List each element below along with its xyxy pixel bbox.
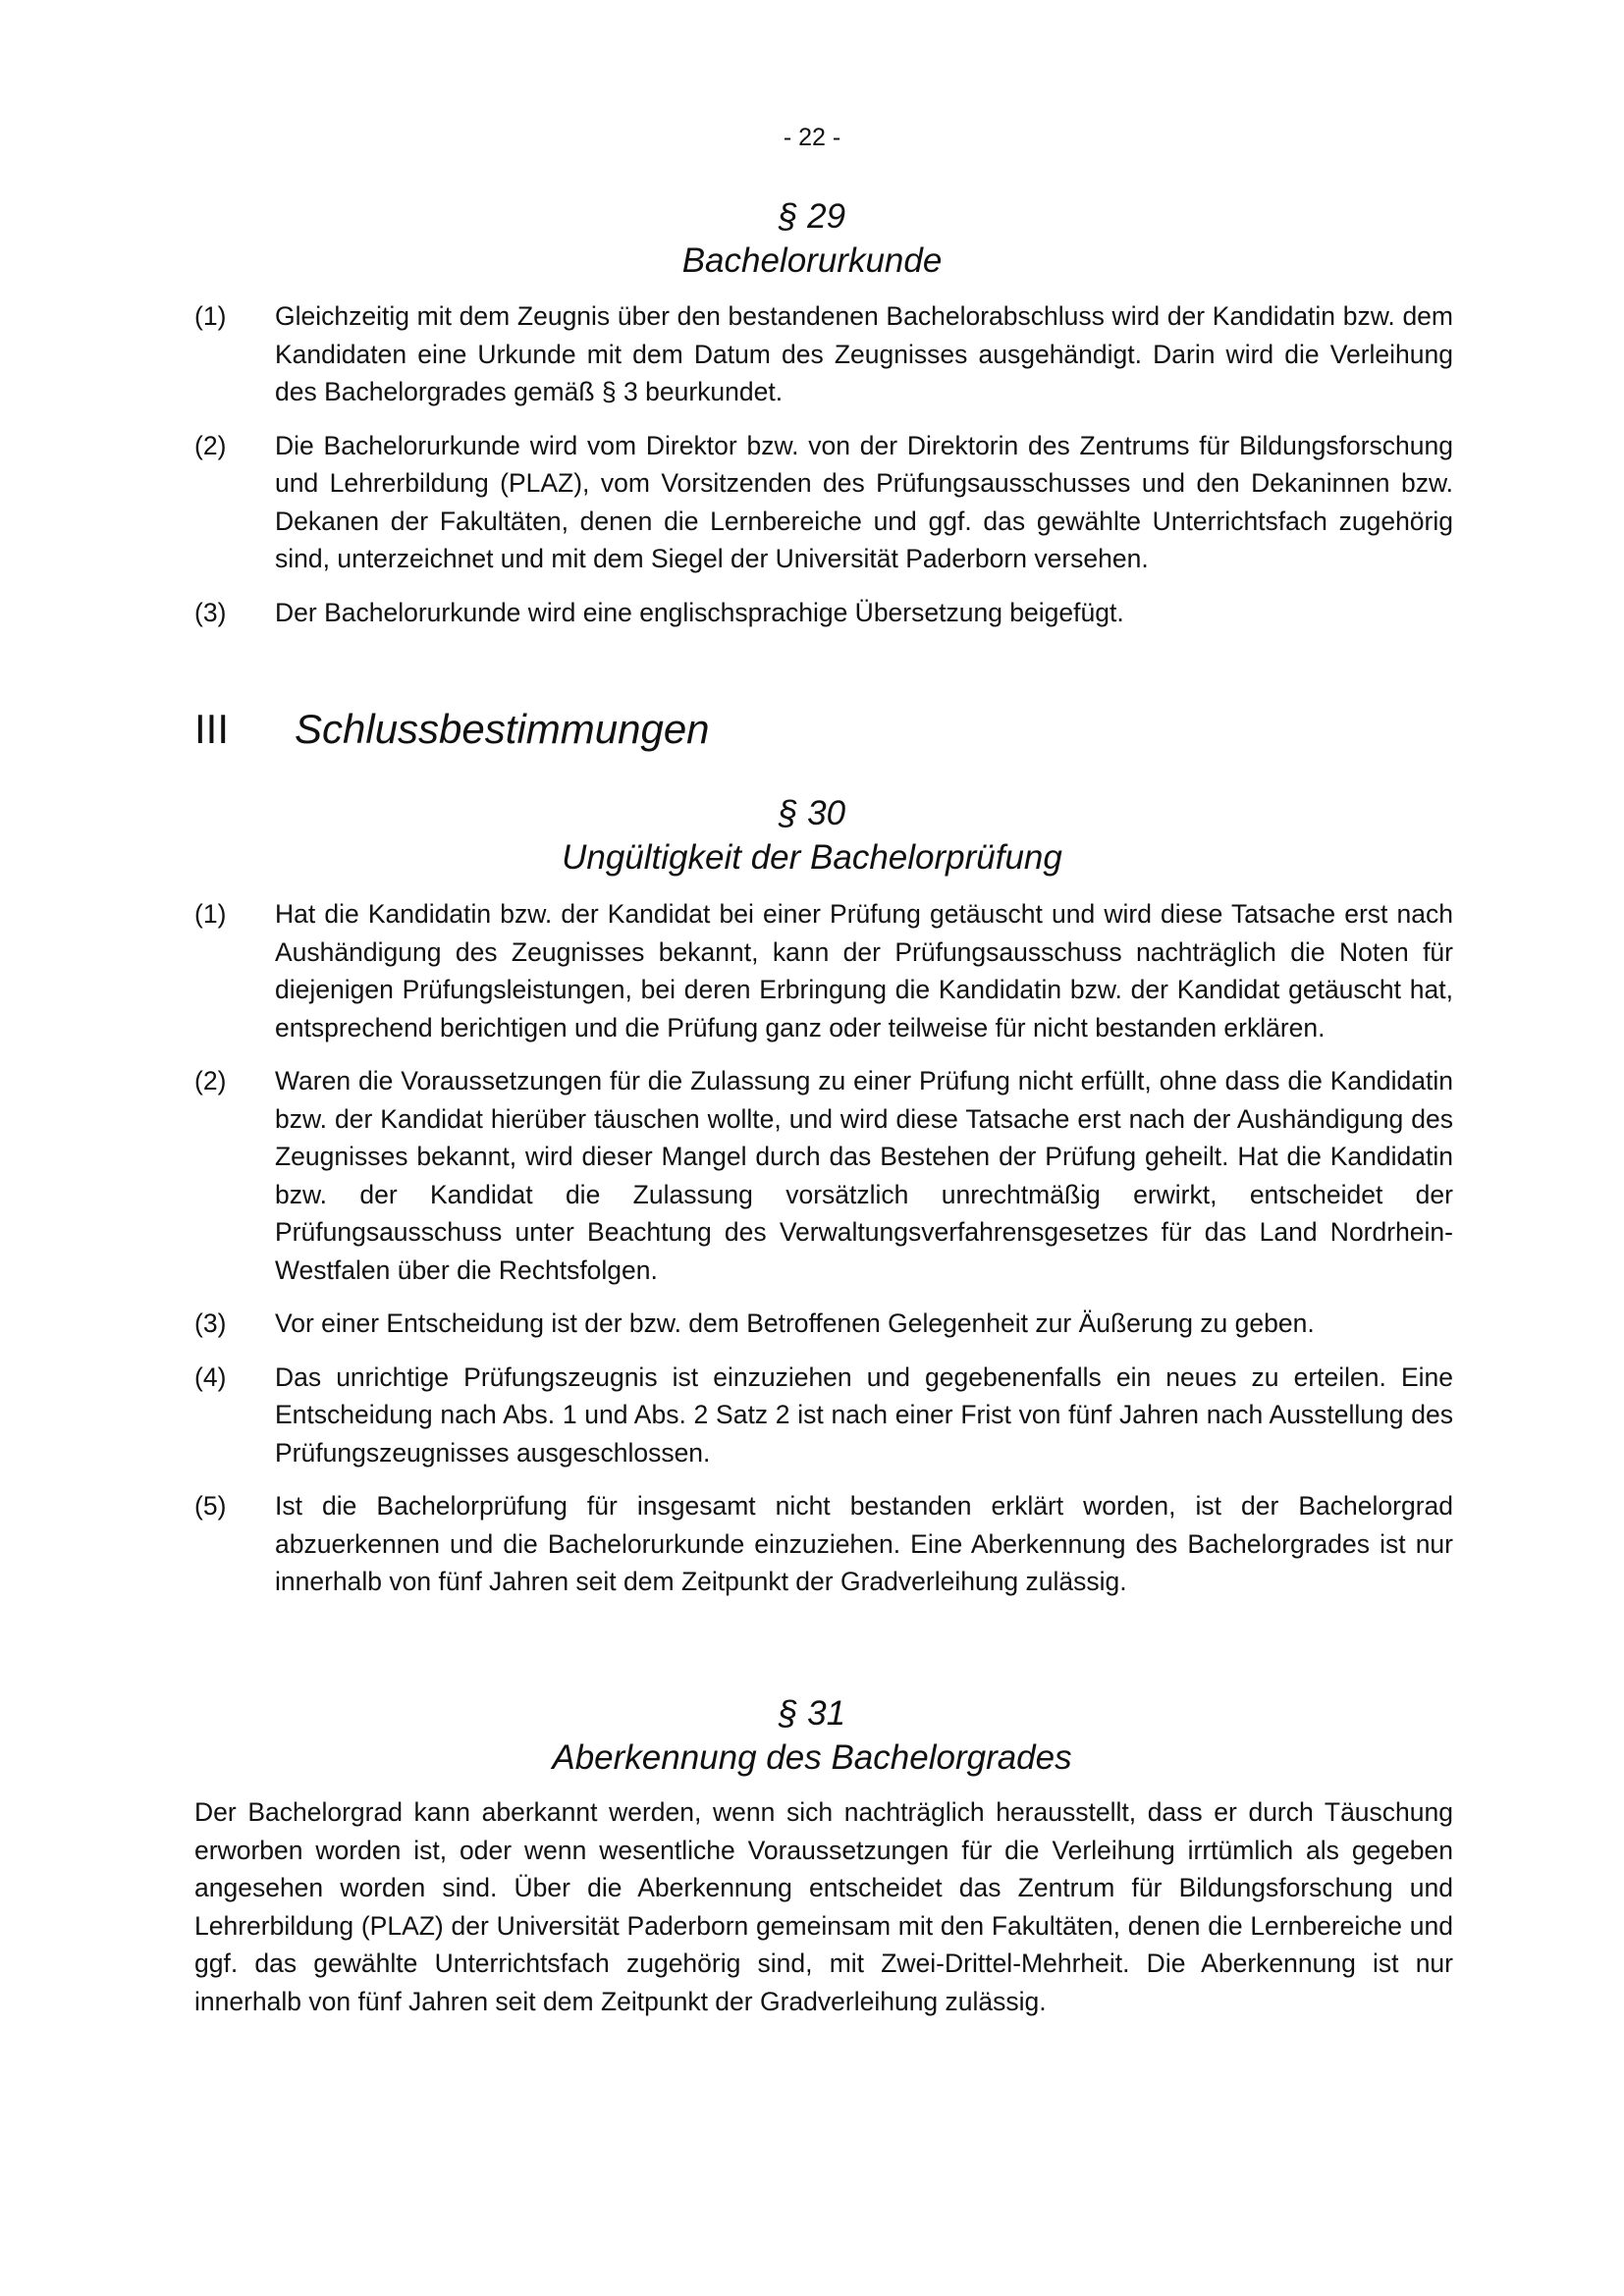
section-29-item-1 (194, 297, 1453, 411)
item-text: Gleichzeitig mit dem Zeugnis über den bestandenen Bachelorabschluss wird der Kandidatin bzw. dem Kandidaten eine Urkunde mit dem Datum des Zeugnisses ausgehändigt. Darin wird die Verleihung des Bachelorgrades gemäß § 3 beurkundet. (275, 301, 1453, 406)
section-29-item-2 (194, 427, 1453, 578)
item-number: (1) (194, 899, 227, 929)
section-30-items (194, 895, 1453, 1617)
item-number: (2) (194, 1066, 227, 1095)
item-number: (1) (194, 301, 227, 331)
item-text: Das unrichtige Prüfungszeugnis ist einzuziehen und gegebenenfalls ein neues zu erteilen. Eine Entscheidung nach Abs. 1 und Abs. 2 Satz 2 ist nach einer Frist von fünf Jahren nach Ausstellung des Prüfungszeugnisses ausgeschlossen. (275, 1362, 1453, 1468)
section-30-item-4 (194, 1359, 1453, 1472)
section-31-heading (0, 1691, 1624, 1780)
section-29-heading (0, 194, 1624, 283)
part-3-heading (194, 702, 710, 757)
item-text: Hat die Kandidatin bzw. der Kandidat bei einer Prüfung getäuscht und wird diese Tatsache erst nach Aushändigung des Zeugnisses bekannt, kann der Prüfungsausschuss nachträglich die Noten für diejenigen Prüfungsleistungen, bei deren Erbringung die Kandidatin bzw. der Kandidat getäuscht hat, entsprechend berichtigen und die Prüfung ganz oder teilweise für nicht bestanden erklären. (275, 899, 1453, 1042)
section-30-item-1 (194, 895, 1453, 1046)
item-text: Die Bachelorurkunde wird vom Direktor bzw. von der Direktorin des Zentrums für Bildungsforschung und Lehrerbildung (PLAZ), vom Vorsitzenden des Prüfungsausschusses und den Dekaninnen bzw. Dekanen der Fakultäten, denen die Lernbereiche und ggf. das gewählte Unterrichtsfach zugehörig sind, unterzeichnet und mit dem Siegel der Universität Paderborn versehen. (275, 430, 1453, 573)
item-text: Der Bachelorurkunde wird eine englischsprachige Übersetzung beigefügt. (275, 597, 1124, 627)
section-30-item-3 (194, 1305, 1453, 1343)
section-30-item-5 (194, 1487, 1453, 1601)
item-number: (2) (194, 430, 227, 460)
part-3-roman: III (194, 706, 230, 752)
item-text: Waren die Voraussetzungen für die Zulassung zu einer Prüfung nicht erfüllt, ohne dass die Kandidatin bzw. der Kandidat hierüber täuschen wollte, und wird diese Tatsache erst nach der Aushändigung des Zeugnisses bekannt, wird dieser Mangel durch das Bestehen der Prüfung geheilt. Hat die Kandidatin bzw. der Kandidat die Zulassung vorsätzlich unrechtmäßig erwirkt, entscheidet der Prüfungsausschuss unter Beachtung des Verwaltungsverfahrensgesetzes für das Land Nordrhein-Westfalen über die Rechtsfolgen. (275, 1066, 1453, 1285)
section-30-number: § 30 (778, 794, 846, 832)
part-3-title: Schlussbestimmungen (295, 706, 710, 752)
section-29-items (194, 297, 1453, 647)
section-31-text: Der Bachelorgrad kann aberkannt werden, wenn sich nachträglich herausstellt, dass er durch Täuschung erworben worden ist, oder wenn wesentliche Voraussetzungen für die Verleihung irrtümlich als gegeben angesehen worden sind. Über die Aberkennung entscheidet das Zentrum für Bildungsforschung und Lehrerbildung (PLAZ) der Universität Paderborn gemeinsam mit den Fakultäten, denen die Lernbereiche und ggf. das gewählte Unterrichtsfach zugehörig sind, mit Zwei-Drittel-Mehrheit. Die Aberkennung ist nur innerhalb von fünf Jahren seit dem Zeitpunkt der Gradverleihung zulässig. (194, 1797, 1453, 2016)
section-29-item-3 (194, 594, 1453, 632)
section-29-number: § 29 (778, 197, 846, 236)
section-31-title: Aberkennung des Bachelorgrades (552, 1738, 1072, 1777)
item-text: Ist die Bachelorprüfung für insgesamt nicht bestanden erklärt worden, ist der Bachelorgrad abzuerkennen und die Bachelorurkunde einzuziehen. Eine Aberkennung des Bachelorgrades ist nur innerhalb von fünf Jahren seit dem Zeitpunkt der Gradverleihung zulässig. (275, 1491, 1453, 1596)
item-text: Vor einer Entscheidung ist der bzw. dem Betroffenen Gelegenheit zur Äußerung zu geben. (275, 1308, 1315, 1338)
section-31-number: § 31 (778, 1694, 846, 1733)
section-30-item-2 (194, 1062, 1453, 1289)
section-30-title: Ungültigkeit der Bachelorprüfung (562, 838, 1062, 877)
item-number: (3) (194, 1308, 227, 1338)
item-number: (4) (194, 1362, 227, 1392)
item-number: (5) (194, 1491, 227, 1521)
item-number: (3) (194, 597, 227, 627)
section-29-title: Bachelorurkunde (681, 241, 943, 280)
section-30-heading (0, 791, 1624, 880)
page-number: - 22 - (783, 124, 841, 151)
